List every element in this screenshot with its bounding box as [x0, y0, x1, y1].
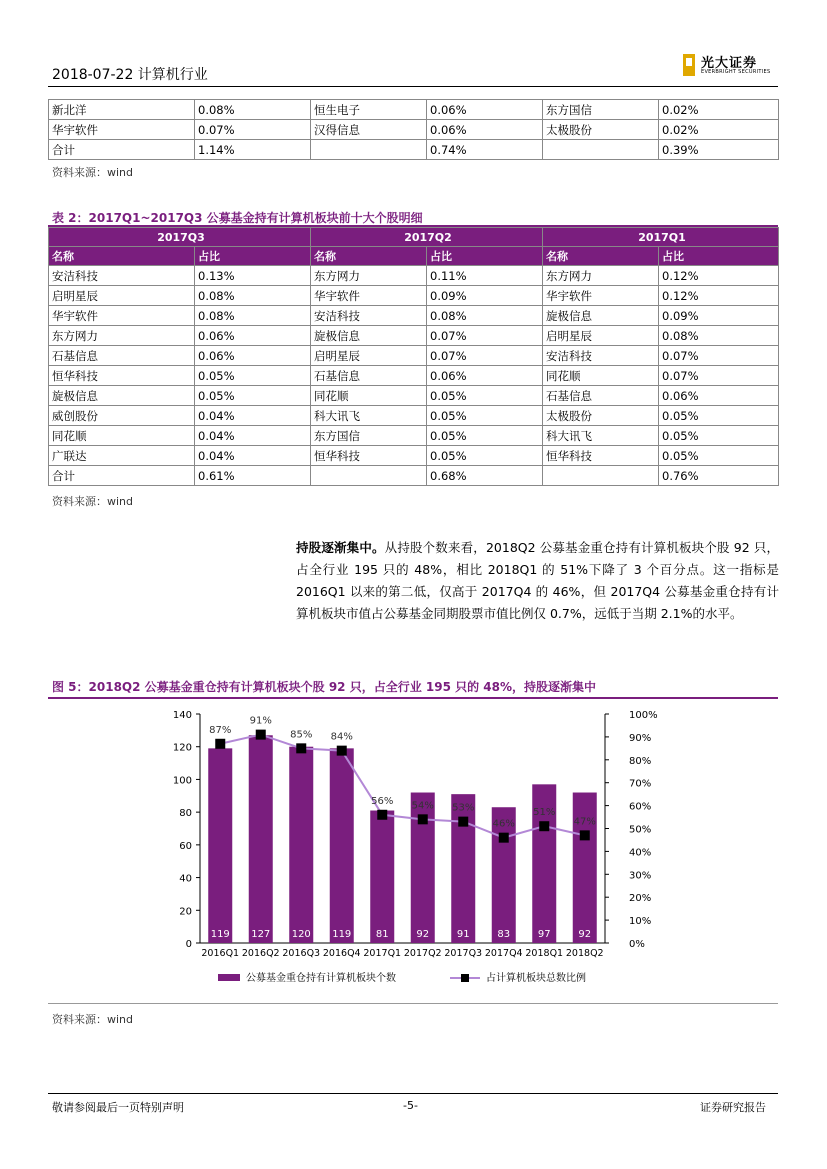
paragraph-body: 从持股个数来看，2018Q2 公募基金重仓持有计算机板块个股 92 只，占全行业 195 只的 48%，相比 2018Q1 的 51%下降了 3 个百分点。这一指标是 2016Q1 以来的第二低，仅高于 2017Q4 的 46%，但 2017Q4 公募基金重仓持有计算机板块市值占公募基金同期股票市值比例仅 0.7%，远低于当期 2.1%的水平。 — [296, 540, 779, 621]
table-row — [49, 386, 779, 406]
share-cell: 0.02% — [659, 100, 779, 120]
period-header: 2017Q3 — [49, 228, 311, 247]
share-cell: 0.04% — [195, 406, 311, 426]
footer-page-number: -5- — [403, 1099, 418, 1112]
left-tick-label: 80 — [179, 808, 192, 820]
stock-name-cell: 太极股份 — [543, 120, 659, 140]
bar-value-label: 119 — [332, 929, 352, 940]
legend-line-label: 占计算机板块总数比例 — [486, 973, 586, 984]
figure5-bottom-rule — [48, 1003, 778, 1004]
table-row — [49, 426, 779, 446]
ratio-marker — [580, 830, 590, 840]
table2-source: 资料来源：wind — [52, 495, 134, 508]
right-tick-label: 80% — [629, 755, 652, 767]
ratio-marker — [296, 743, 306, 753]
logo-cn: 光大证券 — [701, 56, 758, 71]
bar — [289, 747, 313, 943]
share-cell: 0.06% — [195, 346, 311, 366]
bar-value-label: 81 — [375, 929, 389, 940]
share-cell: 0.05% — [427, 406, 543, 426]
stock-name-cell: 科大讯飞 — [543, 426, 659, 446]
right-tick-label: 70% — [629, 778, 652, 790]
right-tick-label: 90% — [629, 732, 652, 744]
share-cell: 0.05% — [659, 406, 779, 426]
share-cell: 0.06% — [427, 366, 543, 386]
table-row — [49, 266, 779, 286]
ratio-value-label: 91% — [249, 715, 272, 727]
col-share-header: 占比 — [659, 247, 779, 266]
stock-name-cell: 太极股份 — [543, 406, 659, 426]
stock-name-cell — [311, 466, 427, 486]
bar-value-label: 91 — [456, 929, 470, 940]
footer-disclaimer: 敬请参阅最后一页特别声明 — [52, 1101, 184, 1114]
stock-name-cell — [543, 466, 659, 486]
share-cell: 0.05% — [659, 446, 779, 466]
paragraph-lead: 持股逐渐集中。 — [296, 540, 385, 555]
ratio-value-label: 51% — [533, 807, 556, 819]
right-tick-label: 40% — [629, 847, 652, 859]
ratio-marker — [499, 833, 509, 843]
ratio-marker — [337, 746, 347, 756]
stock-name-cell: 安洁科技 — [543, 346, 659, 366]
bar — [208, 748, 232, 943]
ratio-value-label: 54% — [411, 800, 434, 812]
x-tick-label: 2016Q1 — [201, 948, 240, 959]
share-cell: 0.05% — [659, 426, 779, 446]
logo-en: EVERBRIGHT SECURITIES — [701, 69, 771, 75]
table1 — [48, 99, 779, 160]
right-tick-label: 100% — [629, 710, 658, 721]
bar-value-label: 83 — [497, 929, 511, 940]
footer-report-type: 证券研究报告 — [700, 1101, 766, 1114]
left-tick-label: 20 — [179, 906, 192, 918]
col-name-header: 名称 — [49, 247, 195, 266]
stock-name-cell: 恒华科技 — [311, 446, 427, 466]
table-row — [49, 366, 779, 386]
body-paragraph — [296, 537, 779, 625]
ratio-marker — [377, 810, 387, 820]
share-cell: 0.06% — [427, 100, 543, 120]
ratio-value-label: 46% — [492, 818, 515, 830]
x-tick-label: 2016Q2 — [241, 948, 280, 959]
ratio-marker — [215, 739, 225, 749]
ratio-value-label: 56% — [371, 795, 394, 807]
share-cell: 0.07% — [659, 346, 779, 366]
stock-name-cell: 合计 — [49, 140, 195, 160]
table-row — [49, 120, 779, 140]
share-cell: 0.76% — [659, 466, 779, 486]
ratio-value-label: 53% — [452, 802, 475, 814]
share-cell: 0.09% — [427, 286, 543, 306]
table2-period-row — [49, 228, 779, 247]
share-cell: 0.08% — [659, 326, 779, 346]
share-cell: 0.12% — [659, 266, 779, 286]
stock-name-cell: 东方网力 — [543, 266, 659, 286]
left-tick-label: 100 — [172, 775, 192, 787]
stock-name-cell: 同花顺 — [543, 366, 659, 386]
legend-bar-label: 公募基金重仓持有计算机板块个数 — [246, 973, 396, 984]
header-date-industry: 2018-07-22 计算机行业 — [52, 67, 208, 83]
table1-source: 资料来源：wind — [52, 166, 134, 179]
stock-name-cell: 东方国信 — [311, 426, 427, 446]
table-row — [49, 446, 779, 466]
share-cell: 0.08% — [195, 286, 311, 306]
table-row — [49, 406, 779, 426]
share-cell: 0.05% — [427, 446, 543, 466]
share-cell: 0.05% — [427, 426, 543, 446]
figure5-rule — [48, 697, 778, 699]
ratio-value-label: 85% — [290, 729, 313, 741]
stock-name-cell: 科大讯飞 — [311, 406, 427, 426]
share-cell: 0.08% — [195, 306, 311, 326]
share-cell: 0.06% — [427, 120, 543, 140]
share-cell: 0.06% — [659, 386, 779, 406]
share-cell: 0.02% — [659, 120, 779, 140]
bar — [370, 811, 394, 943]
share-cell: 0.04% — [195, 446, 311, 466]
right-tick-label: 20% — [629, 893, 652, 905]
figure5-source: 资料来源：wind — [52, 1013, 134, 1026]
bar — [249, 735, 273, 943]
stock-name-cell: 东方网力 — [49, 326, 195, 346]
stock-name-cell: 华宇软件 — [311, 286, 427, 306]
stock-name-cell: 安洁科技 — [49, 266, 195, 286]
share-cell: 0.08% — [427, 306, 543, 326]
x-tick-label: 2017Q1 — [363, 948, 402, 959]
x-tick-label: 2016Q3 — [282, 948, 321, 959]
stock-name-cell: 东方国信 — [543, 100, 659, 120]
ratio-value-label: 84% — [330, 731, 353, 743]
stock-name-cell — [311, 140, 427, 160]
bar-value-label: 92 — [578, 929, 592, 940]
legend-line-marker — [461, 974, 469, 982]
period-header: 2017Q1 — [543, 228, 779, 247]
share-cell: 0.05% — [195, 366, 311, 386]
ratio-marker — [256, 730, 266, 740]
table2 — [48, 227, 779, 486]
stock-name-cell: 汉得信息 — [311, 120, 427, 140]
logo-mark-cut — [686, 58, 692, 66]
ratio-value-label: 87% — [209, 724, 232, 736]
stock-name-cell: 华宇软件 — [49, 120, 195, 140]
share-cell: 0.61% — [195, 466, 311, 486]
table-row — [49, 306, 779, 326]
right-tick-label: 60% — [629, 801, 652, 813]
stock-name-cell: 旋极信息 — [311, 326, 427, 346]
bar — [573, 793, 597, 943]
table-row — [49, 346, 779, 366]
stock-name-cell: 恒生电子 — [311, 100, 427, 120]
share-cell: 0.12% — [659, 286, 779, 306]
stock-name-cell: 启明星辰 — [49, 286, 195, 306]
stock-name-cell: 安洁科技 — [311, 306, 427, 326]
col-name-header: 名称 — [311, 247, 427, 266]
stock-name-cell: 启明星辰 — [543, 326, 659, 346]
header-rule — [48, 86, 778, 87]
x-tick-label: 2017Q3 — [444, 948, 483, 959]
stock-name-cell: 东方网力 — [311, 266, 427, 286]
table-row — [49, 466, 779, 486]
table2-title: 表 2：2017Q1~2017Q3 公募基金持有计算机板块前十大个股明细 — [52, 211, 423, 225]
right-tick-label: 30% — [629, 870, 652, 882]
share-cell: 0.07% — [195, 120, 311, 140]
bar-value-label: 119 — [210, 929, 230, 940]
bar-value-label: 92 — [416, 929, 430, 940]
share-cell: 0.08% — [195, 100, 311, 120]
share-cell: 1.14% — [195, 140, 311, 160]
stock-name-cell — [543, 140, 659, 160]
stock-name-cell: 石基信息 — [49, 346, 195, 366]
stock-name-cell: 华宇软件 — [543, 286, 659, 306]
share-cell: 0.04% — [195, 426, 311, 446]
ratio-marker — [539, 821, 549, 831]
table-row — [49, 286, 779, 306]
x-tick-label: 2018Q2 — [565, 948, 604, 959]
left-tick-label: 0 — [185, 939, 192, 950]
table-row — [49, 100, 779, 120]
figure5-title: 图 5：2018Q2 公募基金重仓持有计算机板块个股 92 只，占全行业 195 只的 48%，持股逐渐集中 — [52, 680, 597, 694]
footer-rule — [48, 1093, 778, 1094]
share-cell: 0.07% — [659, 366, 779, 386]
share-cell: 0.05% — [427, 386, 543, 406]
stock-name-cell: 同花顺 — [49, 426, 195, 446]
share-cell: 0.68% — [427, 466, 543, 486]
stock-name-cell: 华宇软件 — [49, 306, 195, 326]
right-tick-label: 50% — [629, 824, 652, 836]
stock-name-cell: 恒华科技 — [543, 446, 659, 466]
figure5-chart — [160, 700, 660, 1000]
stock-name-cell: 石基信息 — [543, 386, 659, 406]
x-tick-label: 2018Q1 — [525, 948, 564, 959]
legend-bar-swatch — [218, 974, 240, 981]
bar-value-label: 120 — [291, 929, 311, 940]
stock-name-cell: 威创股份 — [49, 406, 195, 426]
share-cell: 0.07% — [427, 346, 543, 366]
share-cell: 0.07% — [427, 326, 543, 346]
share-cell: 0.06% — [195, 326, 311, 346]
share-cell: 0.39% — [659, 140, 779, 160]
ratio-marker — [458, 817, 468, 827]
left-tick-label: 120 — [172, 742, 192, 754]
stock-name-cell: 恒华科技 — [49, 366, 195, 386]
x-tick-label: 2016Q4 — [322, 948, 361, 959]
share-cell: 0.13% — [195, 266, 311, 286]
table-row — [49, 140, 779, 160]
bar-value-label: 127 — [251, 929, 271, 940]
left-tick-label: 140 — [172, 710, 192, 721]
ratio-value-label: 47% — [573, 816, 596, 828]
stock-name-cell: 旋极信息 — [543, 306, 659, 326]
stock-name-cell: 启明星辰 — [311, 346, 427, 366]
col-name-header: 名称 — [543, 247, 659, 266]
share-cell: 0.74% — [427, 140, 543, 160]
col-share-header: 占比 — [195, 247, 311, 266]
bar — [451, 794, 475, 943]
period-header: 2017Q2 — [311, 228, 543, 247]
bar — [330, 748, 354, 943]
bar-value-label: 97 — [537, 929, 551, 940]
share-cell: 0.09% — [659, 306, 779, 326]
right-tick-label: 0% — [629, 939, 645, 950]
left-tick-label: 40 — [179, 873, 192, 885]
ratio-series-line — [220, 735, 585, 838]
table-row — [49, 326, 779, 346]
stock-name-cell: 旋极信息 — [49, 386, 195, 406]
share-cell: 0.05% — [195, 386, 311, 406]
col-share-header: 占比 — [427, 247, 543, 266]
stock-name-cell: 广联达 — [49, 446, 195, 466]
stock-name-cell: 同花顺 — [311, 386, 427, 406]
stock-name-cell: 石基信息 — [311, 366, 427, 386]
x-tick-label: 2017Q4 — [484, 948, 523, 959]
x-tick-label: 2017Q2 — [403, 948, 442, 959]
table2-column-row — [49, 247, 779, 266]
everbright-logo — [683, 52, 783, 80]
share-cell: 0.11% — [427, 266, 543, 286]
stock-name-cell: 合计 — [49, 466, 195, 486]
right-tick-label: 10% — [629, 916, 652, 928]
ratio-marker — [418, 814, 428, 824]
stock-name-cell: 新北洋 — [49, 100, 195, 120]
left-tick-label: 60 — [179, 840, 192, 852]
